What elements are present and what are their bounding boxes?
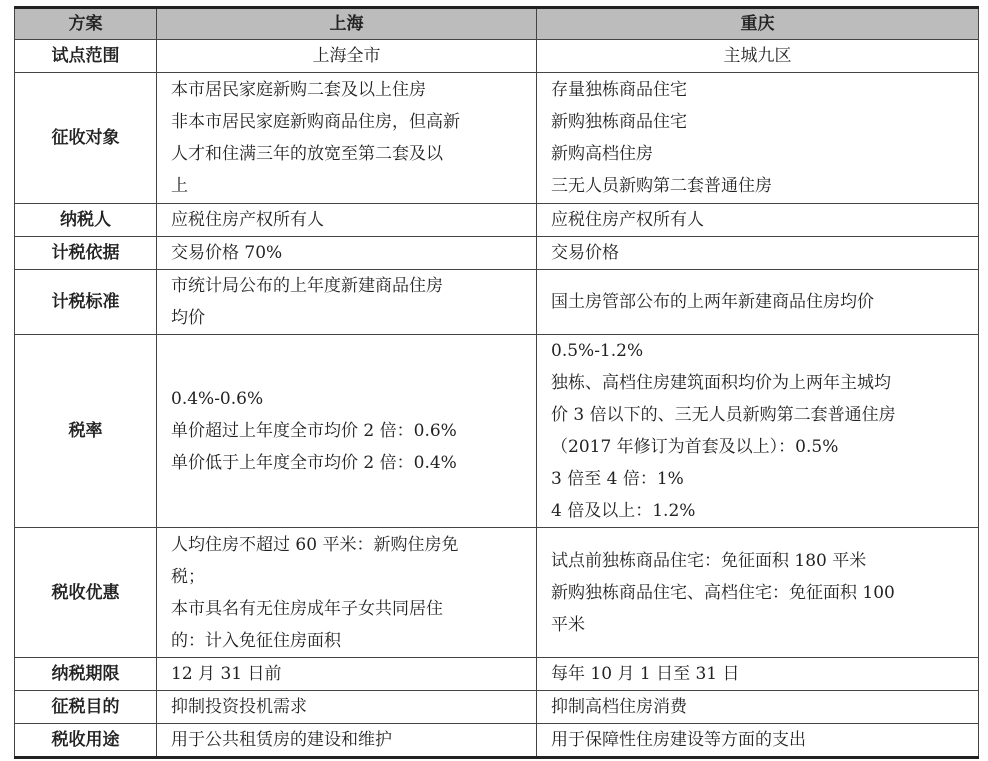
chongqing-cell-line: 抑制高档住房消费 [551, 697, 687, 717]
shanghai-cell-line: 税； [171, 566, 205, 587]
table-row [15, 40, 979, 73]
row-label: 纳税期限 [15, 658, 157, 691]
shanghai-cell [157, 658, 537, 691]
chongqing-cell-line: 三无人员新购第二套普通住房 [551, 176, 772, 196]
chongqing-cell-line: 新购独栋商品住宅、高档住宅：免征面积 100 [551, 582, 895, 603]
chongqing-cell-line: 国土房管部公布的上两年新建商品住房均价 [551, 292, 874, 312]
row-label: 计税标准 [15, 270, 157, 335]
shanghai-cell-line: 用于公共租赁房的建设和维护 [171, 730, 392, 750]
shanghai-cell-line: 抑制投资投机需求 [171, 697, 307, 717]
table-row [15, 691, 979, 724]
chongqing-cell-line: 应税住房产权所有人 [551, 210, 704, 230]
row-label: 税收优惠 [15, 528, 157, 658]
row-label: 计税依据 [15, 237, 157, 270]
table-row [15, 658, 979, 691]
shanghai-cell-line: 上 [171, 176, 188, 196]
policy-comparison-table [14, 6, 979, 759]
chongqing-cell [537, 335, 979, 528]
row-label: 征税目的 [15, 691, 157, 724]
chongqing-cell-line: 0.5%-1.2% [551, 341, 644, 361]
table-header-row [15, 8, 979, 40]
table-row [15, 335, 979, 528]
chongqing-cell-line: 交易价格 [551, 243, 619, 263]
chongqing-cell [537, 204, 979, 237]
header-chongqing: 重庆 [537, 8, 979, 40]
shanghai-cell-line: 均价 [171, 308, 205, 328]
table-row [15, 204, 979, 237]
chongqing-cell-line: 主城九区 [723, 46, 792, 66]
shanghai-cell-line: 应税住房产权所有人 [171, 210, 324, 230]
chongqing-cell-line: 用于保障性住房建设等方面的支出 [551, 730, 806, 750]
header-scheme: 方案 [15, 8, 157, 40]
chongqing-cell-line: 独栋、高档住房建筑面积均价为上两年主城均 [551, 373, 891, 393]
shanghai-cell-line: 单价低于上年度全市均价 2 倍：0.4% [171, 453, 457, 473]
row-label: 征收对象 [15, 73, 157, 204]
chongqing-cell-line: 价 3 倍以下的、三无人员新购第二套普通住房 [551, 405, 896, 425]
shanghai-cell-line: 12 月 31 日前 [171, 664, 282, 684]
row-label: 税率 [15, 335, 157, 528]
shanghai-cell [157, 270, 537, 335]
chongqing-cell-line: 3 倍至 4 倍：1% [551, 469, 684, 489]
shanghai-cell-line: 市统计局公布的上年度新建商品住房 [171, 276, 443, 296]
chongqing-cell-line: 平米 [551, 614, 585, 635]
chongqing-cell [537, 237, 979, 270]
row-label: 纳税人 [15, 204, 157, 237]
table-row [15, 528, 979, 658]
chongqing-cell [537, 528, 979, 658]
chongqing-cell-line: 存量独栋商品住宅 [551, 80, 687, 100]
shanghai-cell-line: 本市具名有无住房成年子女共同居住 [171, 598, 443, 619]
chongqing-cell-line: 新购独栋商品住宅 [551, 112, 687, 132]
footnote-cut-off [14, 752, 614, 761]
chongqing-cell [537, 691, 979, 724]
shanghai-cell [157, 73, 537, 204]
table-row [15, 270, 979, 335]
shanghai-cell-line: 非本市居民家庭新购商品住房，但高新 [171, 112, 460, 132]
chongqing-cell [537, 73, 979, 204]
chongqing-cell-line: 每年 10 月 1 日至 31 日 [551, 664, 740, 684]
shanghai-cell [157, 237, 537, 270]
chongqing-cell [537, 40, 979, 73]
shanghai-cell-line: 本市居民家庭新购二套及以上住房 [171, 80, 426, 100]
shanghai-cell [157, 204, 537, 237]
chongqing-cell [537, 658, 979, 691]
shanghai-cell [157, 691, 537, 724]
chongqing-cell-line: 4 倍及以上：1.2% [551, 501, 696, 521]
shanghai-cell [157, 40, 537, 73]
row-label: 税收用途 [15, 724, 157, 758]
chongqing-cell-line: 新购高档住房 [551, 144, 653, 164]
table-row [15, 73, 979, 204]
shanghai-cell [157, 335, 537, 528]
shanghai-cell-line: 单价超过上年度全市均价 2 倍：0.6% [171, 421, 457, 441]
chongqing-cell-line: （2017 年修订为首套及以上）：0.5% [551, 437, 839, 457]
table-row [15, 237, 979, 270]
shanghai-cell [157, 528, 537, 658]
shanghai-cell-line: 上海全市 [312, 46, 381, 66]
shanghai-cell-line: 交易价格 70% [171, 243, 283, 263]
chongqing-cell-line: 试点前独栋商品住宅：免征面积 180 平米 [551, 550, 867, 571]
chongqing-cell [537, 270, 979, 335]
header-shanghai: 上海 [157, 8, 537, 40]
row-label: 试点范围 [15, 40, 157, 73]
shanghai-cell-line: 人才和住满三年的放宽至第二套及以 [171, 144, 443, 164]
shanghai-cell-line: 人均住房不超过 60 平米：新购住房免 [171, 534, 459, 555]
shanghai-cell-line: 的：计入免征住房面积 [171, 630, 341, 651]
shanghai-cell-line: 0.4%-0.6% [171, 389, 264, 409]
